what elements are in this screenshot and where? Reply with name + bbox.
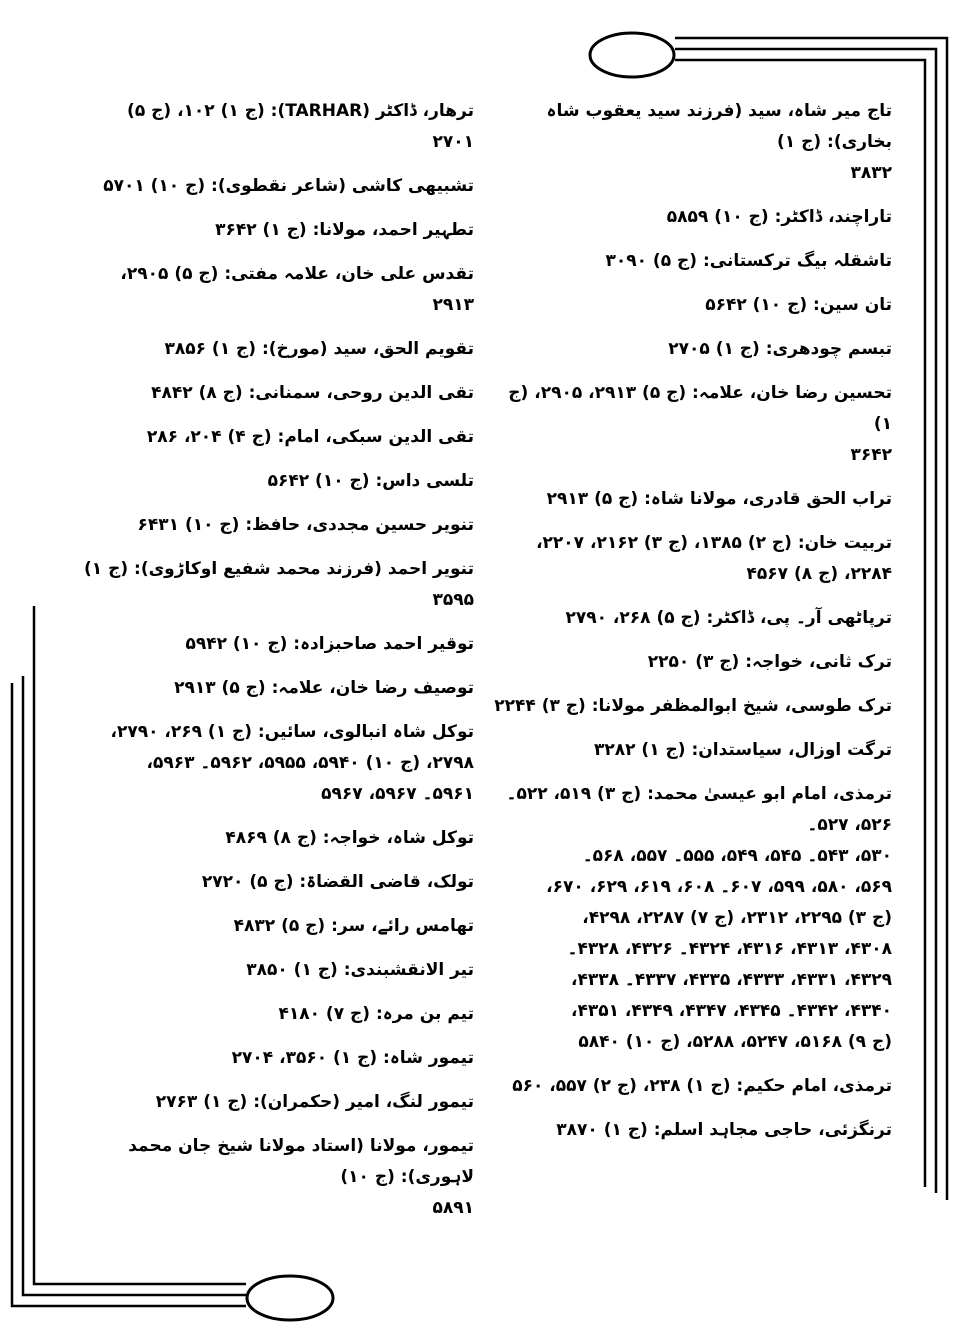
index-entry <box>492 246 892 277</box>
index-entry <box>492 1115 892 1146</box>
index-entry-line: توکل شاہ، خواجہ: (ج ۸) ۴۸۶۹ <box>225 828 474 848</box>
index-entry <box>84 510 474 541</box>
index-entry <box>492 378 892 471</box>
index-entry-line: تھامس رائے، سر: (ج ۵) ۴۸۳۲ <box>233 916 474 936</box>
index-column-right <box>492 96 892 1159</box>
index-entry <box>492 484 892 515</box>
index-entry-line: تولک، قاضی القضاۃ: (ج ۵) ۲۷۲۰ <box>201 872 474 892</box>
index-entry-line: تلسی داس: (ج ۱۰) ۵۶۴۲ <box>267 471 474 491</box>
index-entry-line: ترنگزئی، حاجی مجاہد اسلم: (ج ۱) ۳۸۷۰ <box>556 1120 892 1140</box>
index-entry-line: تقدس علی خان، علامہ مفتی: (ج ۵) ۲۹۰۵، ۲۹۱۳ <box>120 264 474 315</box>
index-entry <box>84 823 474 854</box>
index-entry <box>84 673 474 704</box>
index-entry <box>492 202 892 233</box>
index-entry <box>492 647 892 678</box>
index-entry-line: ترھار، ڈاکٹر (TARHAR): (ج ۱) ۱۰۲، (ج ۵) <box>127 101 474 121</box>
index-entry <box>84 999 474 1030</box>
index-entry-line: تاشقلہ بیگ ترکستانی: (ج ۵) ۳۰۹۰ <box>605 251 892 271</box>
index-entry <box>84 955 474 986</box>
index-entry-line: تقی الدین روحی، سمنانی: (ج ۸) ۴۸۴۲ <box>151 383 474 403</box>
index-entry <box>84 629 474 660</box>
index-entry-line: ترمذی، امام ابو عیسیٰ محمد: (ج ۳) ۵۱۹، ۵۲۲۔ ۵۲۶، ۵۲۷۔ <box>506 784 892 835</box>
index-entry-line: ۴۳۲۹، ۴۳۳۱، ۴۳۳۳، ۴۳۳۵، ۴۳۳۷۔ ۴۳۳۸، <box>570 970 892 990</box>
index-entry <box>84 1087 474 1118</box>
index-entry-line: ۴۳۰۸، ۴۳۱۳، ۴۳۱۶، ۴۳۲۴۔ ۴۳۲۶، ۴۳۲۸۔ <box>567 939 892 959</box>
index-entry <box>84 466 474 497</box>
index-entry-line: تیمور، مولانا (استاد مولانا شیخ جان محمد لاہوری): (ج ۱۰) <box>128 1136 474 1187</box>
index-entry-line: توصیف رضا خان، علامہ: (ج ۵) ۲۹۱۳ <box>174 678 474 698</box>
index-entry <box>84 554 474 616</box>
index-entry-line: توقیر احمد صاحبزادہ: (ج ۱۰) ۵۹۴۲ <box>185 634 474 654</box>
index-entry-line: تان سین: (ج ۱۰) ۵۶۴۲ <box>705 295 892 315</box>
index-entry-line: تیمور شاہ: (ج ۱) ۳۵۶۰، ۲۷۰۴ <box>231 1048 474 1068</box>
index-entry <box>84 378 474 409</box>
index-entry-line: توکل شاہ انبالوی، سائیں: (ج ۱) ۲۶۹، ۲۷۹۰، <box>110 722 474 742</box>
index-entry-line: ۲۲۸۴، (ج ۸) ۴۵۶۷ <box>746 564 892 584</box>
index-entry <box>492 334 892 365</box>
index-entry-line: ۵۸۹۱ <box>432 1198 474 1218</box>
index-entry-line: (ج ۳) ۲۲۹۵، ۲۳۱۲، (ج ۷) ۲۲۸۷، ۴۲۹۸، <box>582 908 892 928</box>
index-entry-line: تیم بن مرہ: (ج ۷) ۴۱۸۰ <box>278 1004 474 1024</box>
index-entry <box>84 1131 474 1224</box>
index-entry-line: تاج میر شاہ، سید (فرزند سید یعقوب شاہ بخاری): (ج ۱) <box>546 101 892 152</box>
index-entry-line: تیر الانقشبندی: (ج ۱) ۳۸۵۰ <box>246 960 474 980</box>
index-entry <box>84 1043 474 1074</box>
index-entry <box>492 96 892 189</box>
index-entry-line: تقویم الحق، سید (مورخ): (ج ۱) ۳۸۵۶ <box>164 339 474 359</box>
index-entry <box>492 290 892 321</box>
index-entry-line: ۳۶۴۲ <box>850 445 892 465</box>
index-entry-line: تقی الدین سبکی، امام: (ج ۴) ۲۰۴، ۲۸۶ <box>146 427 474 447</box>
index-entry-line: تنویر احمد (فرزند محمد شفیع اوکاڑوی): (ج ۱) ۳۵۹۵ <box>84 559 474 610</box>
index-entry-line: تربیت خان: (ج ۲) ۱۳۸۵، (ج ۳) ۲۱۶۲، ۲۲۰۷، <box>536 533 892 553</box>
index-entry-line: تاراچند، ڈاکٹر: (ج ۱۰) ۵۸۵۹ <box>666 207 892 227</box>
index-entry-line: ترک ثانی، خواجہ: (ج ۳) ۲۲۵۰ <box>647 652 892 672</box>
index-entry-line: (ج ۹) ۵۱۶۸، ۵۲۴۷، ۵۲۸۸، (ج ۱۰) ۵۸۴۰ <box>578 1032 892 1052</box>
index-entry <box>84 422 474 453</box>
index-entry-line: ۲۷۹۸، (ج ۱۰) ۵۹۴۰، ۵۹۵۵، ۵۹۶۲۔ ۵۹۶۳، <box>146 753 474 773</box>
index-entry <box>492 735 892 766</box>
index-entry <box>84 334 474 365</box>
index-entry <box>84 259 474 321</box>
index-entry <box>492 603 892 634</box>
index-entry-line: ۵۹۶۱۔ ۵۹۶۷، ۵۹۶۷ <box>321 784 474 804</box>
index-entry-line: ۵۳۰، ۵۴۳۔ ۵۴۵، ۵۴۹، ۵۵۵۔ ۵۵۷، ۵۶۸۔ <box>582 846 892 866</box>
index-entry-line: ترک طوسی، شیخ ابوالمظفر مولانا: (ج ۳) ۲۲۴۴ <box>494 696 892 716</box>
index-entry-line: تراب الحق قادری، مولانا شاہ: (ج ۵) ۲۹۱۳ <box>546 489 892 509</box>
index-entry <box>84 867 474 898</box>
index-entry-line: ۲۷۰۱ <box>432 132 474 152</box>
index-entry-line: تبسم چودھری: (ج ۱) ۲۷۰۵ <box>668 339 892 359</box>
index-entry <box>84 215 474 246</box>
index-entry-line: ترپاٹھی آر۔ پی، ڈاکٹر: (ج ۵) ۲۶۸، ۲۷۹۰ <box>565 608 892 628</box>
index-entry-line: ۳۸۳۲ <box>850 163 892 183</box>
index-entry-line: تنویر حسین مجددی، حافظ: (ج ۱۰) ۶۴۳۱ <box>137 515 474 535</box>
index-entry <box>492 528 892 590</box>
index-entry-line: تیمور لنگ، امیر (حکمران): (ج ۱) ۲۷۶۳ <box>155 1092 474 1112</box>
index-entry <box>84 717 474 810</box>
bottom-ornament-oval <box>247 1276 333 1320</box>
index-entry <box>84 911 474 942</box>
index-entry-line: ۵۶۹، ۵۸۰، ۵۹۹، ۶۰۷۔ ۶۰۸، ۶۱۹، ۶۲۹، ۶۷۰، <box>546 877 892 897</box>
index-column-left <box>84 96 474 1237</box>
index-entry <box>492 1071 892 1102</box>
index-entry-line: تشبیھی کاشی (شاعر نقطوی): (ج ۱۰) ۵۷۰۱ <box>103 176 474 196</box>
top-ornament-oval <box>590 33 674 77</box>
index-entry-line: تحسین رضا خان، علامہ: (ج ۵) ۲۹۱۳، ۲۹۰۵، (ج ۱) <box>508 383 892 434</box>
index-entry <box>84 171 474 202</box>
index-entry-line: تطہیر احمد، مولانا: (ج ۱) ۳۶۴۲ <box>215 220 474 240</box>
index-entry <box>492 779 892 1058</box>
index-entry-line: ترمذی، امام حکیم: (ج ۱) ۲۳۸، (ج ۲) ۵۵۷، ۵۶۰ <box>512 1076 892 1096</box>
index-entry <box>492 691 892 722</box>
index-entry-line: ترگت اوزال، سیاستدان: (ج ۱) ۳۲۸۲ <box>593 740 892 760</box>
index-entry <box>84 96 474 158</box>
index-entry-line: ۴۳۴۰، ۴۳۴۲۔ ۴۳۴۵، ۴۳۴۷، ۴۳۴۹، ۴۳۵۱، <box>570 1001 892 1021</box>
